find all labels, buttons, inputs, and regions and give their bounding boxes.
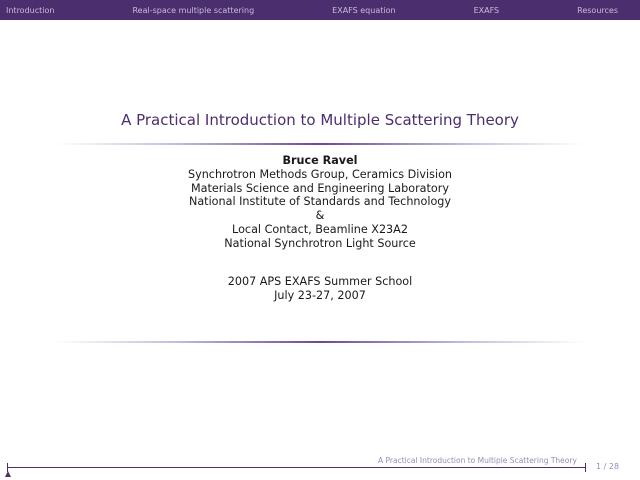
author-affiliation-institute: National Institute of Standards and Technology [188,195,452,209]
bottom-divider [55,341,585,343]
author-block [0,154,640,251]
page-number: 1 / 28 [596,462,620,471]
nav-item-introduction[interactable]: Introduction [6,5,55,15]
nav-item-resources[interactable]: Resources [577,5,618,15]
section-navbar [0,0,640,20]
author-name: Bruce Ravel [282,154,358,167]
slide-title: A Practical Introduction to Multiple Scattering Theory [121,111,519,129]
event-name: 2007 APS EXAFS Summer School [227,275,413,288]
author-affiliation-ampersand: & [315,209,325,223]
progress-bar-end [585,463,586,472]
nav-item-real-space-multiple-scattering[interactable]: Real-space multiple scattering [132,5,255,15]
event-block [0,275,640,303]
nav-item-exafs-equation[interactable]: EXAFS equation [332,5,396,15]
author-affiliation-laboratory: Materials Science and Engineering Laboratory [191,181,449,195]
progress-marker-icon[interactable] [5,471,11,477]
nav-item-exafs[interactable]: EXAFS [473,5,500,15]
author-affiliation-facility: National Synchrotron Light Source [224,236,416,250]
author-affiliation-contact: Local Contact, Beamline X23A2 [232,222,408,236]
top-divider [55,143,585,145]
progress-bar[interactable] [7,467,586,468]
footer-title: A Practical Introduction to Multiple Scattering Theory [378,456,577,465]
author-affiliation-group: Synchrotron Methods Group, Ceramics Division [187,167,452,181]
event-dates: July 23-27, 2007 [274,288,366,302]
